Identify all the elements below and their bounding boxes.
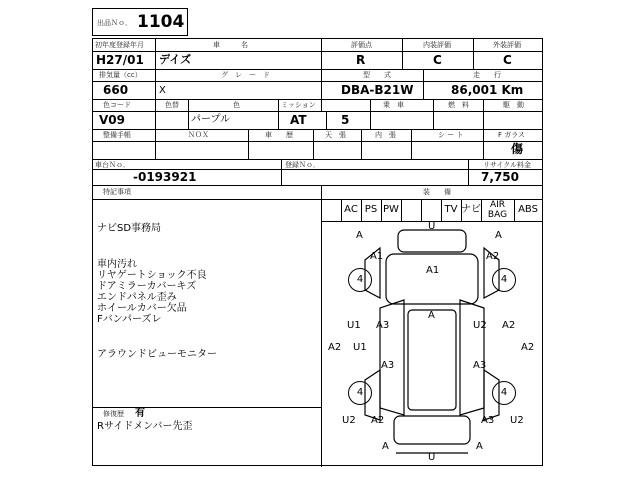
mark-rear-a-left: A	[382, 441, 389, 452]
equip-airbag: AIR BAG	[487, 200, 508, 220]
displacement-label: 排気量（cc）	[99, 71, 142, 79]
color-change-label: 色替	[165, 101, 179, 109]
exterior-eval: C	[503, 53, 512, 67]
hood-shape	[386, 254, 478, 304]
seat-label: シ ー ト	[438, 131, 464, 139]
car-name: デイズ	[159, 53, 192, 66]
color-code-label: 色コード	[103, 101, 131, 109]
mark-a3-left: A3	[376, 320, 390, 331]
mission: AT	[290, 113, 307, 127]
color-code: V09	[99, 113, 125, 127]
equip-ps: PS	[364, 204, 378, 215]
interior-eval: C	[433, 53, 442, 67]
color-label: 色	[233, 101, 240, 109]
mark-a2-right: A2	[502, 320, 516, 331]
mission-label: ミッション	[281, 101, 316, 109]
wheel-rear-left: 4	[348, 381, 372, 405]
mark-u1-left: U1	[347, 320, 361, 331]
chassis-label: 車台Ｎｏ．	[95, 161, 130, 169]
mark-rear-u: U	[428, 452, 436, 463]
mileage: 86,001 Km	[451, 83, 524, 97]
wheel-front-right: 4	[492, 268, 516, 292]
mark-a1-left: A1	[370, 251, 384, 262]
repair-note: Rサイドメンバー先歪	[97, 421, 193, 432]
chassis-number: -0193921	[133, 170, 197, 184]
rear-shape	[394, 416, 470, 444]
mark-a3-right-low: A3	[481, 415, 495, 426]
mark-u1-left-2: U1	[353, 342, 367, 353]
glass-condition: 傷	[511, 142, 524, 156]
nox-label: ＮＯＸ	[188, 131, 209, 139]
roof-shape	[408, 310, 456, 410]
mark-u2-right: U2	[473, 320, 487, 331]
year-label: 初年度登録年月	[95, 41, 144, 49]
mark-front-left-a: A	[356, 230, 363, 241]
mark-a3-right-2: A3	[473, 360, 487, 371]
capacity-label: 乗 車	[383, 101, 404, 109]
mark-a2-left-low: A2	[371, 415, 385, 426]
equipment-row	[321, 199, 542, 221]
name-label: 車 名	[213, 41, 248, 49]
right-side-shape	[460, 300, 487, 415]
mark-a2-right-top: A2	[486, 251, 500, 262]
recycle-label: リサイクル料金	[483, 161, 532, 169]
grade: X	[159, 85, 166, 96]
mark-a3-left-2: A3	[381, 360, 395, 371]
equip-navi: ナビ	[461, 204, 481, 215]
equipment-label: 装 備	[423, 188, 451, 196]
color: パープル	[191, 114, 231, 125]
wheel-rear-right: 4	[492, 381, 516, 405]
mark-u2-right-low: U2	[510, 415, 524, 426]
glass-label: F ガラス	[498, 131, 526, 139]
mark-front-right-a: A	[495, 230, 502, 241]
model-code: DBA-B21W	[341, 83, 414, 97]
left-side-shape	[380, 300, 404, 415]
capacity: 5	[341, 113, 350, 127]
first-registration: H27/01	[96, 53, 144, 67]
notes-label: 特記事項	[103, 188, 131, 196]
lot-label: 出品Ｎｏ．	[97, 19, 132, 27]
notes-line1: ナビSD事務局	[97, 223, 162, 234]
mark-hood-a1: A1	[426, 265, 440, 276]
manual-label: 整備手帳	[103, 131, 131, 139]
mark-u2-left: U2	[342, 415, 356, 426]
equip-abs: ABS	[518, 204, 538, 215]
grade-label: グ レ ー ド	[221, 71, 270, 79]
sunroof-label: 天 張	[325, 131, 346, 139]
model-label: 型 式	[363, 71, 391, 79]
inner-trim-label: 内 張	[375, 131, 396, 139]
mark-roof-a: A	[428, 310, 435, 321]
displacement: 660	[103, 83, 129, 97]
exterior-eval-label: 外装評価	[493, 41, 521, 49]
eval-score: R	[356, 53, 366, 67]
wheel-front-left: 4	[348, 268, 372, 292]
notes-block: 車内汚れ リヤゲートショック不良 ドアミラーカバーキズ エンドパネル歪み ホイールカバー欠品 Fバンパーズレ	[97, 259, 207, 325]
fuel-label: 燃 料	[448, 101, 469, 109]
lot-number: 1104	[137, 12, 185, 32]
notes-line2: アラウンドビューモニター	[97, 349, 217, 360]
equip-pw: PW	[383, 204, 399, 215]
lot-box	[92, 8, 188, 36]
mark-a2-far-right: A2	[521, 342, 535, 353]
repair-label: 修復歴	[103, 410, 124, 418]
history-label: 車 歴	[265, 131, 293, 139]
repair-history: 有	[135, 408, 145, 419]
mark-a2-far-left: A2	[328, 342, 342, 353]
front-bumper-shape	[398, 230, 466, 252]
registration-label: 登録Ｎｏ．	[285, 161, 320, 169]
drive-label: 駆 動	[503, 101, 524, 109]
eval-label: 評価点	[351, 41, 372, 49]
mileage-label: 走 行	[473, 71, 501, 79]
interior-eval-label: 内装評価	[423, 41, 451, 49]
equip-tv: TV	[444, 204, 458, 215]
recycle-fee: 7,750	[481, 170, 519, 184]
equip-ac: AC	[344, 204, 358, 215]
mark-rear-a-right: A	[476, 441, 483, 452]
mark-front-u: U	[428, 221, 436, 232]
